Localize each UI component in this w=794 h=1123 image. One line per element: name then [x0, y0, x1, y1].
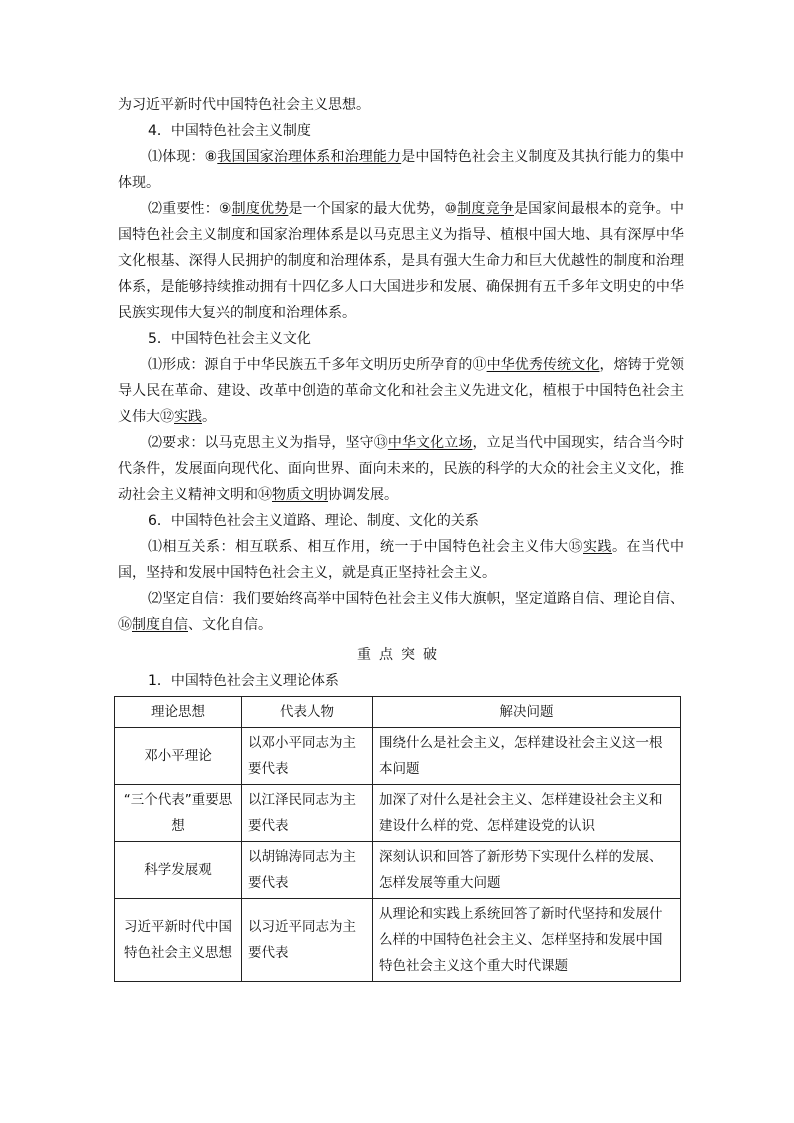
table-cell: 习近平新时代中国特色社会主义思想: [115, 899, 242, 982]
section-title: 重点突破: [357, 647, 445, 663]
paragraph-continuation: 为习近平新时代中国特色社会主义思想。: [118, 97, 370, 113]
answer-12: 实践: [174, 409, 202, 425]
table-cell: 以邓小平同志为主要代表: [242, 728, 373, 785]
paragraph-5-1: ⑴形成：源自于中华民族五千多年文明历史所孕育的⑪中华优秀传统文化，熔铸于党领导人民在革命、建设、改革中创造的革命文化和社会主义先进文化，植根于中国特色社会主义伟大⑫实践。: [118, 357, 685, 425]
table-cell: 深刻认识和回答了新形势下实现什么样的发展、怎样发展等重大问题: [373, 842, 681, 899]
table-header-cell: 代表人物: [242, 697, 373, 728]
table-cell: 以江泽民同志为主要代表: [242, 785, 373, 842]
answer-16: 制度自信: [132, 617, 188, 633]
table-header-cell: 解决问题: [373, 697, 681, 728]
heading-4: 4．中国特色社会主义制度: [148, 123, 311, 139]
table-cell: 科学发展观: [115, 842, 242, 899]
heading-6: 6．中国特色社会主义道路、理论、制度、文化的关系: [148, 513, 479, 529]
table-row: [115, 842, 681, 899]
paragraph-6-1: ⑴相互关系：相互联系、相互作用，统一于中国特色社会主义伟大⑮实践。在当代中国，坚持和发展中国特色社会主义，就是真正坚持社会主义。: [118, 539, 684, 581]
table-cell: “三个代表”重要思想: [115, 785, 242, 842]
document-page: [118, 92, 684, 982]
table-cell: 邓小平理论: [115, 728, 242, 785]
table-header-cell: 理论思想: [115, 697, 242, 728]
paragraph-6-2: ⑵坚定自信：我们要始终高举中国特色社会主义伟大旗帜，坚定道路自信、理论自信、⑯制度自信、文化自信。: [118, 591, 684, 633]
table-row: [115, 899, 681, 982]
table-cell: 加深了对什么是社会主义、怎样建设社会主义和建设什么样的党、怎样建设党的认识: [373, 785, 681, 842]
answer-13: 中华文化立场: [387, 435, 473, 451]
table-cell: 从理论和实践上系统回答了新时代坚持和发展什么样的中国特色社会主义、怎样坚持和发展中国特色社会主义这个重大时代课题: [373, 899, 681, 982]
table-cell: 以胡锦涛同志为主要代表: [242, 842, 373, 899]
answer-8: 我国国家治理体系和治理能力: [217, 149, 402, 165]
heading-5: 5．中国特色社会主义文化: [148, 331, 311, 347]
table-heading: 1．中国特色社会主义理论体系: [148, 673, 339, 689]
table-cell: 以习近平同志为主要代表: [242, 899, 373, 982]
answer-11: 中华优秀传统文化: [486, 357, 600, 373]
table-header-row: [115, 697, 681, 728]
table-row: [115, 785, 681, 842]
table-row: [115, 728, 681, 785]
answer-9: 制度优势: [231, 201, 289, 217]
answer-15: 实践: [583, 539, 612, 555]
answer-10: 制度竞争: [457, 201, 514, 217]
paragraph-4-1: ⑴体现：⑧我国国家治理体系和治理能力是中国特色社会主义制度及其执行能力的集中体现。: [118, 149, 685, 191]
paragraph-4-2: ⑵重要性：⑨制度优势是一个国家的最大优势，⑩制度竞争是国家间最根本的竞争。中国特色社会主义制度和国家治理体系是以马克思主义为指导、植根中国大地、具有深厚中华文化根基、深得人民拥护的制度和治理体系，是具有强大生命力和巨大优越性的制度和治理体系，是能够持续推动拥有十四亿多人口大国进步和发展、确保拥有五千多年文明史的中华民族实现伟大复兴的制度和治理体系。: [118, 201, 684, 321]
table-cell: 围绕什么是社会主义，怎样建设社会主义这一根本问题: [373, 728, 681, 785]
theory-table: [114, 696, 681, 982]
answer-14: 物质文明: [272, 487, 328, 503]
paragraph-5-2: ⑵要求：以马克思主义为指导，坚守⑬中华文化立场，立足当代中国现实，结合当今时代条件，发展面向现代化、面向世界、面向未来的，民族的科学的大众的社会主义文化，推动社会主义精神文明和⑭物质文明协调发展。: [118, 435, 685, 503]
